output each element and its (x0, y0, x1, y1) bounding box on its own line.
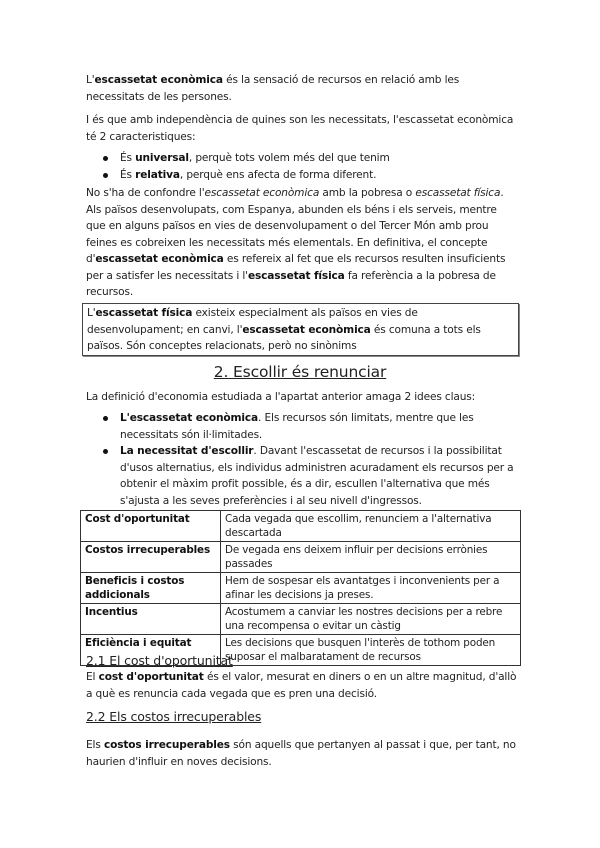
text: . Els recursos són limitats, mentre que les necessitats són il·limitades. (120, 412, 474, 441)
text: , perquè tots volem més del que tenim (188, 152, 390, 164)
concept-cell: Cost d'oportunitat (81, 511, 221, 542)
list-item (86, 150, 518, 167)
text: És (120, 168, 136, 181)
text: és la sensació de recursos en relació amb les necessitats de les persones. (86, 74, 460, 103)
bold-term: La necessitat d'escollir (120, 445, 254, 457)
summary-box (82, 303, 519, 356)
text: fa referència a la pobresa de recursos. (86, 269, 496, 298)
bold-term: universal (135, 152, 189, 164)
bold-term: relativa (135, 168, 180, 181)
section-intro: La definició d'economia estudiada a l'apartat anterior amaga 2 idees claus: (86, 391, 476, 403)
concept-cell: Eficiència i equitat (81, 635, 221, 666)
text: . Als països desenvolupats, com Espanya, abunden els béns i els serveis, mentre que en alguns països en vies de desenvolupament o del Tercer Món amb prou feines es cobreixen les necessitats més elementals. En definitiva, el concepte d' (86, 187, 504, 265)
table-row (81, 511, 521, 542)
subsection-heading-2-2: 2.2 Els costos irrecuperables (86, 709, 262, 724)
description-cell: Cada vegada que escollim, renunciem a l'alternativa descartada (221, 511, 521, 542)
bold-term: escassetat física (95, 307, 193, 319)
text: El (86, 671, 99, 683)
paragraph-economic-scarcity (86, 72, 518, 105)
list-item (86, 410, 518, 443)
text: L' (86, 74, 95, 86)
description-cell: Hem de sospesar els avantatges i inconvenients per a afinar les decisions ja preses. (221, 573, 521, 604)
bold-term: L'escassetat econòmica (120, 412, 259, 424)
bold-term: costos irrecuperables (103, 739, 230, 751)
table-row (81, 573, 521, 604)
concept-cell: Costos irrecuperables (81, 542, 221, 573)
text: existeix especialment als països en vies de desenvolupament; en canvi, l' (87, 307, 418, 336)
concept-cell: Beneficis i costos addicionals (81, 573, 221, 604)
bold-term: escassetat econòmica (94, 74, 223, 86)
bold-term: escassetat econòmica (95, 253, 224, 265)
paragraph-characteristics: I és que amb independència de quines son les necessitats, l'escassetat econòmica té 2 caracteristiques: (86, 114, 514, 143)
italic-term: escassetat física (415, 187, 501, 199)
key-ideas-list (86, 410, 518, 509)
text: es refereix al fet que els recursos resulten insuficients per a satisfer les necessitats i l' (86, 253, 506, 282)
description-cell: Les decisions que busquen l'interès de tothom poden suposar el malbaratament de recursos (221, 635, 521, 666)
list-item (86, 167, 518, 184)
bold-term: escassetat física (247, 269, 345, 282)
text: , perquè ens afecta de forma diferent. (179, 168, 377, 181)
bold-term: escassetat econòmica (242, 323, 371, 336)
subsection-heading-2-1: 2.1 El cost d'oportunitat (86, 653, 233, 668)
text: amb la pobresa o (319, 187, 416, 199)
text: és comuna a tots els països. Són conceptes relacionats, però no sinònims (87, 323, 481, 352)
list-item (86, 443, 518, 509)
text: És (120, 152, 136, 164)
text: . Davant l'escassetat de recursos i la possibilitat d'usos alternatius, els individus administren acuradament els recursos per a obtenir el màxim profit possible, és a dir, escullen l'alternativa que més s'ajusta a les seves preferències i al seu nivell d'ingressos. (120, 445, 514, 507)
text: Els (86, 739, 104, 751)
table-row (81, 542, 521, 573)
paragraph-sunk-costs (86, 737, 518, 770)
description-cell: De vegada ens deixem influir per decisions errònies passades (221, 542, 521, 573)
concept-cell: Incentius (81, 604, 221, 635)
paragraph-opportunity-cost (86, 669, 518, 702)
table-row (81, 604, 521, 635)
paragraph-physical-scarcity (86, 185, 518, 301)
concepts-table (80, 510, 521, 666)
bold-term: cost d'oportunitat (98, 671, 204, 683)
text: són aquells que pertanyen al passat i que, per tant, no haurien d'influir en noves decisions. (86, 739, 516, 768)
italic-term: escassetat econòmica (204, 187, 320, 199)
text: és el valor, mesurat en diners o en un altre magnitud, d'allò a què es renuncia cada vegada que es pren una decisió. (86, 671, 517, 700)
text: No s'ha de confondre l' (86, 187, 205, 199)
section-heading: 2. Escollir és renunciar (213, 363, 387, 381)
description-cell: Acostumem a canviar les nostres decisions per a rebre una recompensa o evitar un càstig (221, 604, 521, 635)
characteristics-list (86, 150, 518, 183)
text: L' (87, 307, 96, 319)
